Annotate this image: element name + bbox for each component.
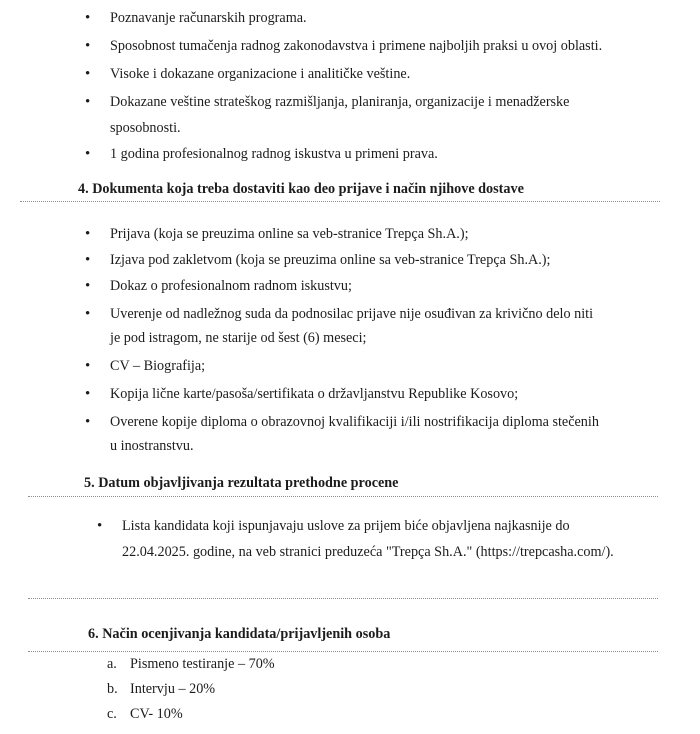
list-item: • Poznavanje računarskih programa. — [110, 8, 670, 28]
list-item: • Sposobnost tumačenja radnog zakonodavstva i primene najboljih praksi u ovoj oblasti. — [110, 36, 670, 56]
section-divider — [28, 651, 658, 652]
list-item: • Overene kopije diploma o obrazovnoj kvalifikaciji i/ili nostrifikacija diploma stečenih — [110, 412, 670, 432]
section-6-heading: 6. Način ocenjivanja kandidata/prijavljenih osoba — [88, 626, 391, 642]
list-item: • Dokazane veštine strateškog razmišljanja, planiranja, organizacije i menadžerske — [110, 92, 670, 112]
section-divider — [20, 201, 660, 202]
list-item: • Kopija lične karte/pasoša/sertifikata o državljanstvu Republike Kosovo; — [110, 384, 670, 404]
section-5-heading: 5. Datum objavljivanja rezultata prethodne procene — [84, 475, 399, 491]
evaluation-list — [107, 654, 530, 724]
section-4-heading: 4. Dokumenta koja treba dostaviti kao deo prijave i način njihove dostave — [78, 181, 524, 197]
list-item-continuation: sposobnosti. — [110, 120, 181, 136]
list-item: • CV – Biografija; — [110, 356, 670, 376]
requirements-list — [110, 8, 670, 164]
results-list — [122, 516, 662, 562]
list-item: • Dokaz o profesionalnom radnom iskustvu; — [110, 276, 670, 296]
list-item: • 1 godina profesionalnog radnog iskustva u primeni prava. — [110, 144, 670, 164]
list-item: a. Pismeno testiranje – 70% — [107, 656, 275, 672]
list-item: • Lista kandidata koji ispunjavaju uslove za prijem biće objavljena najkasnije do — [122, 516, 662, 536]
list-letter: b. — [107, 681, 118, 697]
list-letter: a. — [107, 656, 117, 672]
section-divider — [28, 598, 658, 599]
list-item: c. CV- 10% — [107, 706, 183, 722]
list-item-continuation: 22.04.2025. godine, na veb stranici preduzeća "Trepça Sh.A." (https://trepcasha.com/). — [122, 544, 614, 560]
list-letter: c. — [107, 706, 117, 722]
list-item: • Prijava (koja se preuzima online sa veb-stranice Trepça Sh.A.); — [110, 224, 670, 244]
list-item: • Visoke i dokazane organizacione i analitičke veštine. — [110, 64, 670, 84]
list-item-continuation: je pod istragom, ne starije od šest (6) meseci; — [110, 330, 367, 346]
list-item: • Uverenje od nadležnog suda da podnosilac prijave nije osuđivan za krivično delo niti — [110, 304, 670, 324]
list-item: b. Intervju – 20% — [107, 681, 216, 697]
list-item-continuation: u inostranstvu. — [110, 438, 194, 454]
list-item: • Izjava pod zakletvom (koja se preuzima online sa veb-stranice Trepça Sh.A.); — [110, 250, 670, 270]
section-divider — [28, 496, 658, 497]
documents-list — [110, 224, 670, 456]
